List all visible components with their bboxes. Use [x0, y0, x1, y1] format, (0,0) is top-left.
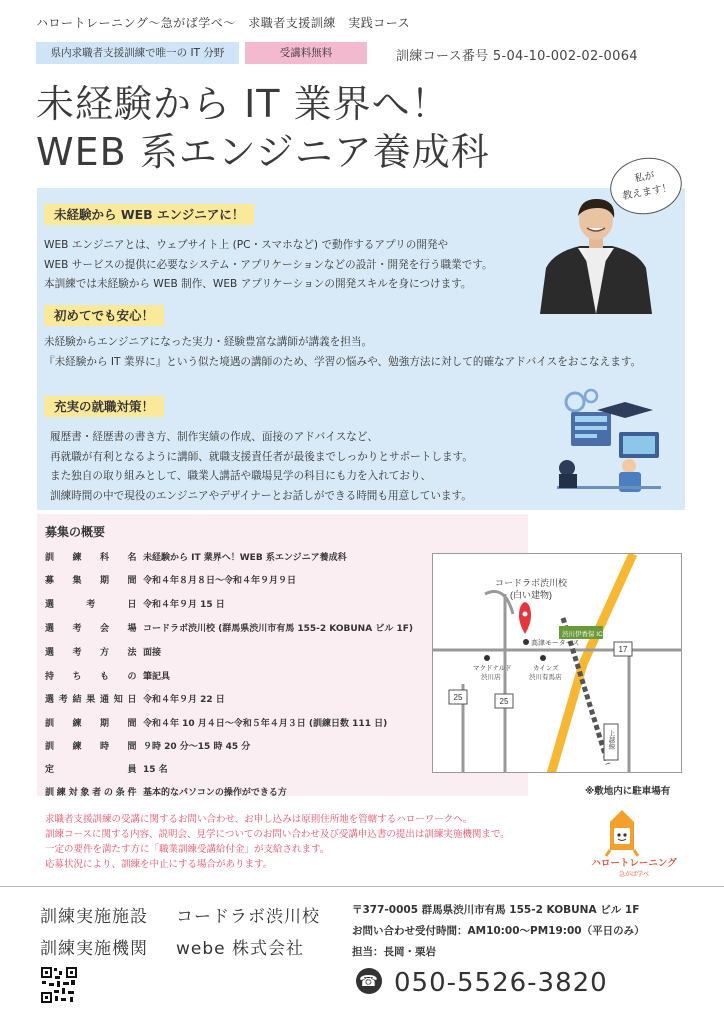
- map-shop-2-line2: 渋川有馬店: [529, 674, 562, 681]
- section-heading-beginner: 未経験から WEB エンジニアに！: [44, 204, 254, 225]
- map-ic-label: 渋川伊香保 IC: [562, 631, 603, 638]
- summary-row: [45, 598, 225, 618]
- summary-key: 持ちもの: [45, 672, 137, 682]
- map-landmark-label: 高津モータース: [531, 640, 580, 647]
- organization-value: webe 株式会社: [176, 939, 305, 959]
- summary-key: 選考結果通知日: [45, 695, 137, 705]
- page-title: [36, 80, 490, 176]
- access-map: [432, 553, 682, 773]
- map-shop-2-line1: カインズ: [533, 665, 559, 672]
- free-tuition-tag: 受講料無料: [245, 42, 367, 64]
- phone-number[interactable]: [356, 968, 608, 998]
- section-text-reassurance: [44, 333, 641, 372]
- summary-value: 令和４年９月 22 日: [143, 695, 225, 705]
- facility-label: 訓練実施施設: [40, 907, 148, 927]
- summary-row: [45, 622, 413, 642]
- summary-key: 選考方法: [45, 648, 137, 658]
- text-line: また独自の取り組みとして、職業人講話や職場見学の科目にも力を入れており、: [50, 470, 432, 482]
- summary-value: ９時 20 分〜15 時 45 分: [143, 742, 251, 752]
- map-shop-1-line2: 渋川店: [481, 674, 501, 681]
- summary-value: 未経験から IT 業界へ！WEB 系エンジニア養成科: [143, 553, 347, 563]
- summary-title: 募集の概要: [45, 525, 106, 539]
- note-line: 応募状況により、訓練を中止にする場合があります。: [45, 859, 273, 870]
- notes-list: [45, 812, 510, 872]
- summary-value: 筆記具: [143, 672, 171, 682]
- logo-sub-text: 急がば学べ: [618, 872, 650, 878]
- inquiry-hours: お問い合わせ受付時間：AM10:00〜PM19:00（平日のみ）: [352, 925, 645, 937]
- logo-main-text: ハロートレーニング: [591, 858, 677, 869]
- text-line: 訓練時間の中で現役のエンジニアやデザイナーとお話しができる時間も用意しています。: [50, 489, 472, 502]
- section-text-beginner: [44, 236, 493, 295]
- text-line: 再就職が有利となるように講師、就職支援責任者が最後までしっかりとサポートします。: [50, 450, 473, 463]
- map-route-17: 17: [618, 645, 628, 654]
- address: 〒377-0005 群馬県渋川市有馬 155-2 KOBUNA ビル 1F: [352, 904, 640, 916]
- text-line: WEB エンジニアとは、ウェブサイト上 (PC・スマホなど) で動作するアプリの開発や: [44, 239, 449, 251]
- section-text-job-support: [50, 428, 473, 506]
- map-shop-1-line1: マクドナルド: [473, 665, 512, 672]
- map-rail-label: 上越線: [607, 730, 615, 750]
- summary-key: 訓練期間: [45, 719, 137, 729]
- section-heading-job-support: 充実の就職対策！: [44, 396, 164, 417]
- phone-icon: ☎: [356, 968, 382, 994]
- note-line: 求職者支援訓練の受講に関するお問い合わせ、お申し込みは原則住所地を管轄するハローワークへ。: [45, 814, 473, 825]
- note-line: 一定の要件を満たす方に「職業訓練受講給付金」が支給されます。: [45, 844, 330, 855]
- summary-row: [45, 551, 347, 571]
- footer-divider: [0, 886, 724, 887]
- summary-key: 定員: [45, 765, 137, 775]
- organization-row: [40, 934, 304, 959]
- text-line: WEB サービスの提供に必要なシステム・アプリケーションなどの設計・開発を行う職業です。: [44, 258, 493, 271]
- text-line: 本訓練では未経験から WEB 制作、WEB アプリケーションの開発スキルを身につけます。: [44, 278, 472, 290]
- section-heading-reassurance: 初めてでも安心！: [44, 305, 164, 326]
- summary-key: 募集期間: [45, 576, 137, 586]
- contact-person: 担当：長岡・栗岩: [352, 946, 436, 958]
- summary-row: [45, 574, 296, 594]
- summary-row: [45, 693, 225, 713]
- summary-row: [45, 670, 170, 690]
- summary-key: 選考会場: [45, 624, 137, 634]
- instructor-photo: [540, 196, 652, 314]
- summary-value: コードラボ渋川校 (群馬県渋川市有馬 155-2 KOBUNA ビル 1F): [143, 624, 413, 634]
- speech-line-1: 私が: [633, 170, 656, 185]
- summary-row: [45, 740, 250, 760]
- summary-key: 選考日: [45, 600, 137, 610]
- summary-value: 令和４年８月８日〜令和４年９月９日: [143, 576, 297, 586]
- engineer-illustration: [553, 382, 663, 494]
- qr-code[interactable]: [40, 966, 78, 1004]
- course-number: 訓練コース番号 5-04-10-002-02-0064: [396, 49, 638, 64]
- summary-value: 令和４年 10 月４日〜令和５年４月３日 (訓練日数 111 日): [143, 719, 388, 729]
- facility-value: コードラボ渋川校: [176, 907, 320, 927]
- map-drawing: [433, 554, 682, 773]
- map-school-label-1: コードラボ渋川校: [494, 578, 568, 588]
- map-school-label-2: (白い建物): [510, 590, 552, 600]
- text-line: 履歴書・経歴書の書き方、制作実績の作成、面接のアドバイスなど、: [50, 431, 379, 443]
- summary-key: 訓練時間: [45, 742, 137, 752]
- facility-row: [40, 902, 320, 927]
- summary-row: [45, 763, 168, 783]
- summary-key: 訓練対象者の条件: [45, 788, 137, 798]
- map-route-25-b: 25: [499, 697, 509, 706]
- title-line-2: WEB 系エンジニア養成科: [36, 130, 490, 174]
- text-line: 未経験からエンジニアになった実力・経験豊富な講師が講義を担当。: [44, 336, 373, 348]
- organization-label: 訓練実施機関: [40, 939, 148, 959]
- summary-value: 令和４年９月 15 日: [143, 600, 225, 610]
- speech-line-2: 教えます！: [621, 182, 673, 203]
- title-line-1: 未経験から IT 業界へ！: [36, 82, 450, 126]
- note-line: 訓練コースに関する内容、説明会、見学についてのお問い合わせ及び受講申込書の提出は訓練実施機関まで。: [45, 829, 510, 840]
- text-line: 『未経験から IT 業界に』という似た境遇の講師のため、学習の悩みや、勉強方法に対して的確なアドバイスをおこなえます。: [44, 355, 642, 368]
- summary-value: 15 名: [143, 765, 168, 775]
- summary-key: 訓練科名: [45, 553, 137, 563]
- program-topline: ハロートレーニング〜急がば学べ〜 求職者支援訓練 実践コース: [36, 16, 411, 30]
- map-route-25-a: 25: [453, 693, 463, 702]
- parking-note: ※敷地内に駐車場有: [585, 786, 671, 797]
- hello-training-logo: [584, 806, 684, 878]
- summary-row: [45, 717, 387, 737]
- summary-row: [45, 646, 161, 666]
- phone-number-text: 050-5526-3820: [394, 968, 608, 998]
- summary-row: [45, 786, 287, 806]
- summary-value: 面接: [143, 648, 162, 658]
- it-field-tag: 県内求職者支援訓練で唯一の IT 分野: [36, 42, 239, 64]
- summary-value: 基本的なパソコンの操作ができる方: [143, 788, 287, 798]
